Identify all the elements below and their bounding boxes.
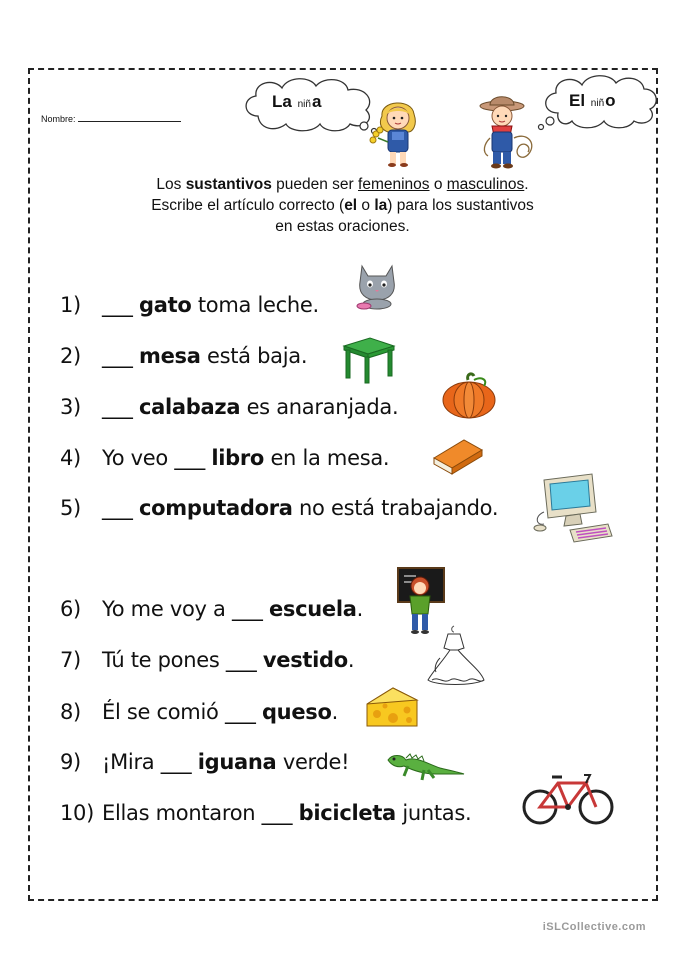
answer-blank[interactable]: ___: [174, 446, 205, 470]
sentence-4: 4) Yo veo ___ libro en la mesa.: [60, 446, 390, 470]
instructions: [100, 174, 585, 237]
sentence-9: 9) ¡Mira ___ iguana verde!: [60, 750, 350, 774]
answer-blank[interactable]: ___: [160, 750, 192, 774]
answer-blank[interactable]: ___: [102, 344, 133, 368]
name-line: [78, 113, 181, 122]
answer-blank[interactable]: ___: [225, 648, 257, 672]
sentence-2: 2) ___ mesa está baja.: [60, 344, 308, 368]
iguana-icon: [384, 748, 466, 786]
sentence-10: 10) Ellas montaron ___ bicicleta juntas.: [60, 801, 472, 825]
bicycle-icon: [520, 767, 616, 827]
answer-blank[interactable]: ___: [231, 597, 263, 621]
footer-watermark: iSLCollective.com: [542, 921, 646, 933]
book-icon: [430, 436, 484, 476]
answer-blank[interactable]: ___: [102, 293, 133, 317]
girl-icon: [368, 96, 428, 168]
boy-label: El niño: [569, 91, 616, 110]
computer-icon: [530, 472, 616, 548]
sentence-3: 3) ___ calabaza es anaranjada.: [60, 395, 399, 419]
sentence-6: 6) Yo me voy a ___ escuela.: [60, 597, 363, 621]
girl-label: La niña: [272, 92, 322, 111]
answer-blank[interactable]: ___: [224, 700, 256, 724]
answer-blank[interactable]: ___: [261, 801, 293, 825]
sentence-8: 8) Él se comió ___ queso.: [60, 700, 338, 724]
table-icon: [340, 334, 396, 384]
sentence-1: 1) ___ gato toma leche.: [60, 293, 319, 317]
instructions-line-3: en estas oraciones.: [275, 218, 410, 235]
instructions-line-1: Los sustantivos pueden ser femeninos o masculinos.: [156, 176, 529, 193]
name-field[interactable]: [41, 113, 181, 124]
instructions-line-2: Escribe el artículo correcto (el o la) para los sustantivos: [151, 197, 534, 214]
boy-icon: [474, 92, 546, 172]
pumpkin-icon: [440, 370, 498, 420]
dress-icon: [424, 622, 490, 692]
answer-blank[interactable]: ___: [102, 496, 133, 520]
sentence-5: 5) ___ computadora no está trabajando.: [60, 496, 499, 520]
cheese-icon: [363, 684, 421, 732]
answer-blank[interactable]: ___: [102, 395, 133, 419]
sentence-7: 7) Tú te pones ___ vestido.: [60, 648, 355, 672]
cat-icon: [354, 260, 400, 310]
name-label: Nombre:: [41, 114, 76, 124]
